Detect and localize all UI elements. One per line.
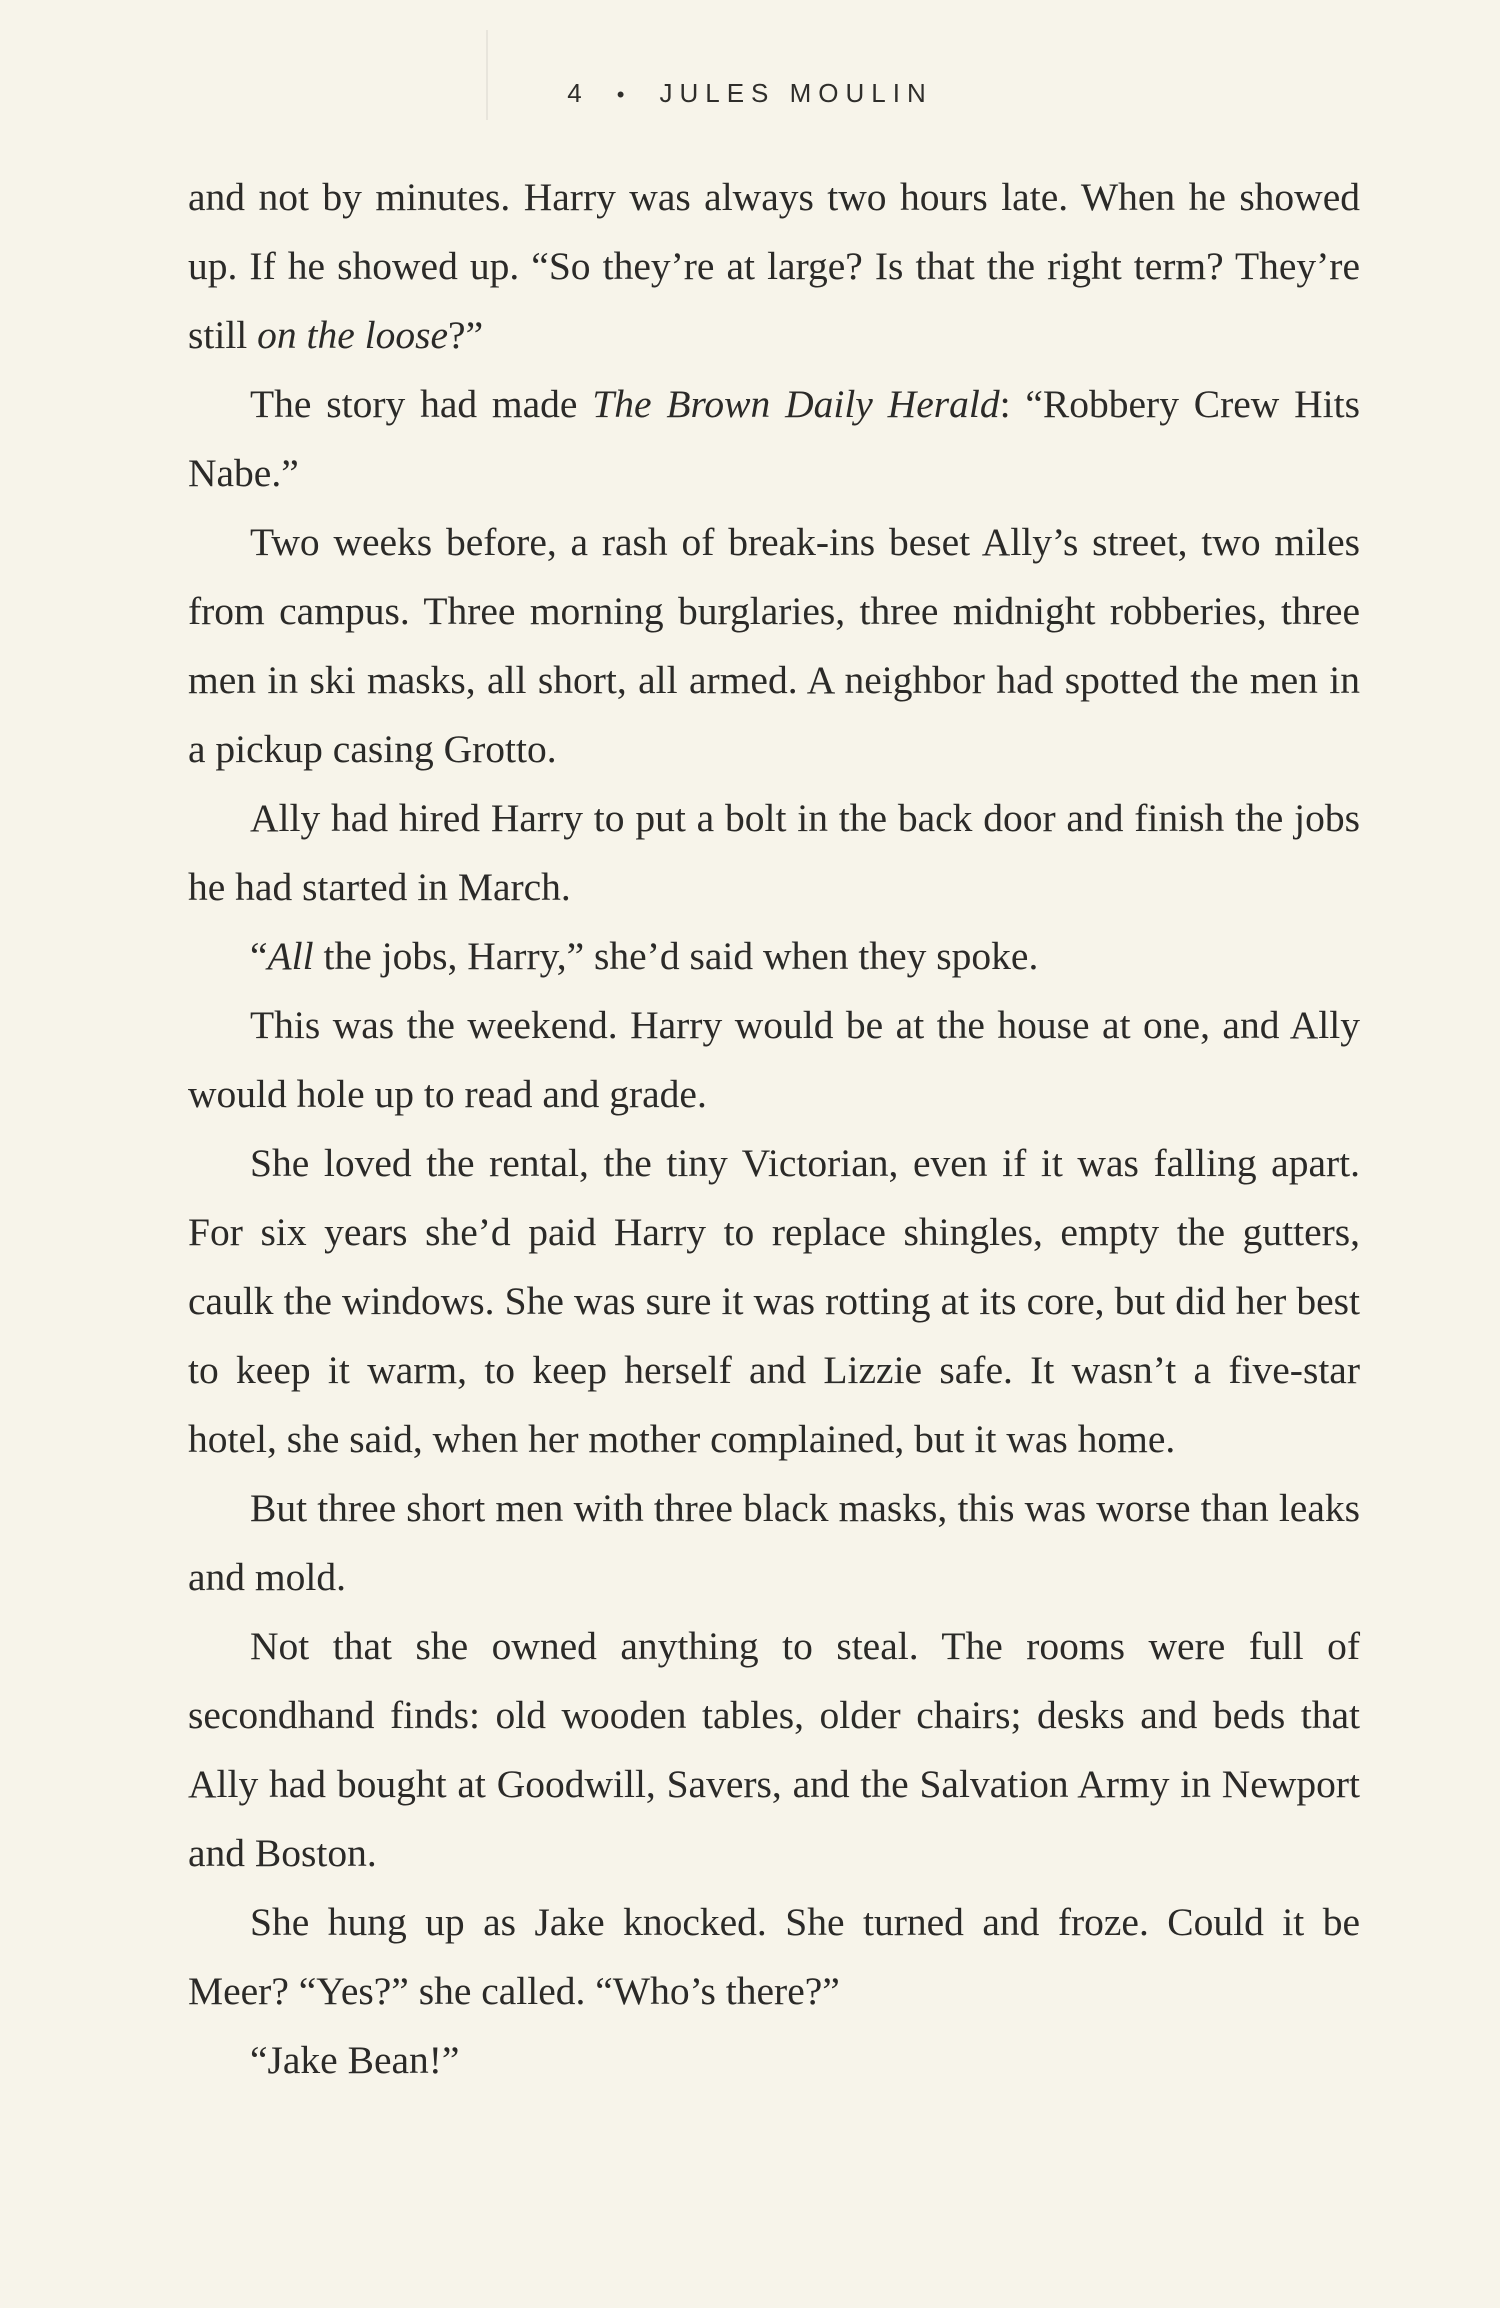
paragraph <box>188 991 1360 1129</box>
page-number: 4 <box>567 78 589 108</box>
text-run: ?” <box>448 313 484 357</box>
header-separator: • <box>616 82 632 107</box>
text-run: “ <box>250 934 268 978</box>
text-run: Two weeks before, a rash of break-ins beset Ally’s street, two miles from campus. Three morning burglaries, three midnight robberies, three men in ski masks, all short, all armed. A neighbor had spotted the men in a pickup casing Grotto. <box>188 520 1360 771</box>
paragraph <box>188 1888 1360 2026</box>
paragraph <box>188 1474 1360 1612</box>
paragraph <box>188 784 1360 922</box>
text-run: Ally had hired Harry to put a bolt in the back door and finish the jobs he had started in March. <box>188 796 1360 909</box>
text-run: But three short men with three black masks, this was worse than leaks and mold. <box>188 1486 1360 1599</box>
author-name: JULES MOULIN <box>659 78 933 108</box>
text-run: She loved the rental, the tiny Victorian, even if it was falling apart. For six years she’d paid Harry to replace shingles, empty the gutters, caulk the windows. She was sure it was rotting at its core, but did her best to keep it warm, to keep herself and Lizzie safe. It wasn’t a five-star hotel, she said, when her mother complained, but it was home. <box>188 1141 1360 1461</box>
text-run: “Jake Bean!” <box>250 2038 460 2082</box>
running-head <box>0 78 1500 109</box>
text-run: The story had made <box>250 382 593 426</box>
text-run: This was the weekend. Harry would be at the house at one, and Ally would hole up to read and grade. <box>188 1003 1360 1116</box>
body-text <box>188 163 1360 2095</box>
text-run: the jobs, Harry,” she’d said when they spoke. <box>313 934 1039 978</box>
paragraph <box>188 2026 1360 2095</box>
text-run: : “Robbery Crew Hits Nabe.” <box>188 382 1360 495</box>
paragraph <box>188 1612 1360 1888</box>
paragraph <box>188 163 1360 370</box>
paragraph <box>188 922 1360 991</box>
text-run: She hung up as Jake knocked. She turned and froze. Could it be Meer? “Yes?” she called. “Who’s there?” <box>188 1900 1360 2013</box>
paragraph <box>188 1129 1360 1474</box>
text-run: Not that she owned anything to steal. The rooms were full of secondhand finds: old wooden tables, older chairs; desks and beds that Ally had bought at Goodwill, Savers, and the Salvation Army in Newport and Boston. <box>188 1624 1360 1875</box>
paragraph <box>188 508 1360 784</box>
paragraph <box>188 370 1360 508</box>
italic-text: All <box>267 934 314 978</box>
text-run: and not by minutes. Harry was always two hours late. When he showed up. If he showed up. “So they’re at large? Is that the right term? They’re still <box>188 175 1360 357</box>
italic-text: The Brown Daily Herald <box>592 382 1000 426</box>
italic-text: on the loose <box>257 313 449 357</box>
